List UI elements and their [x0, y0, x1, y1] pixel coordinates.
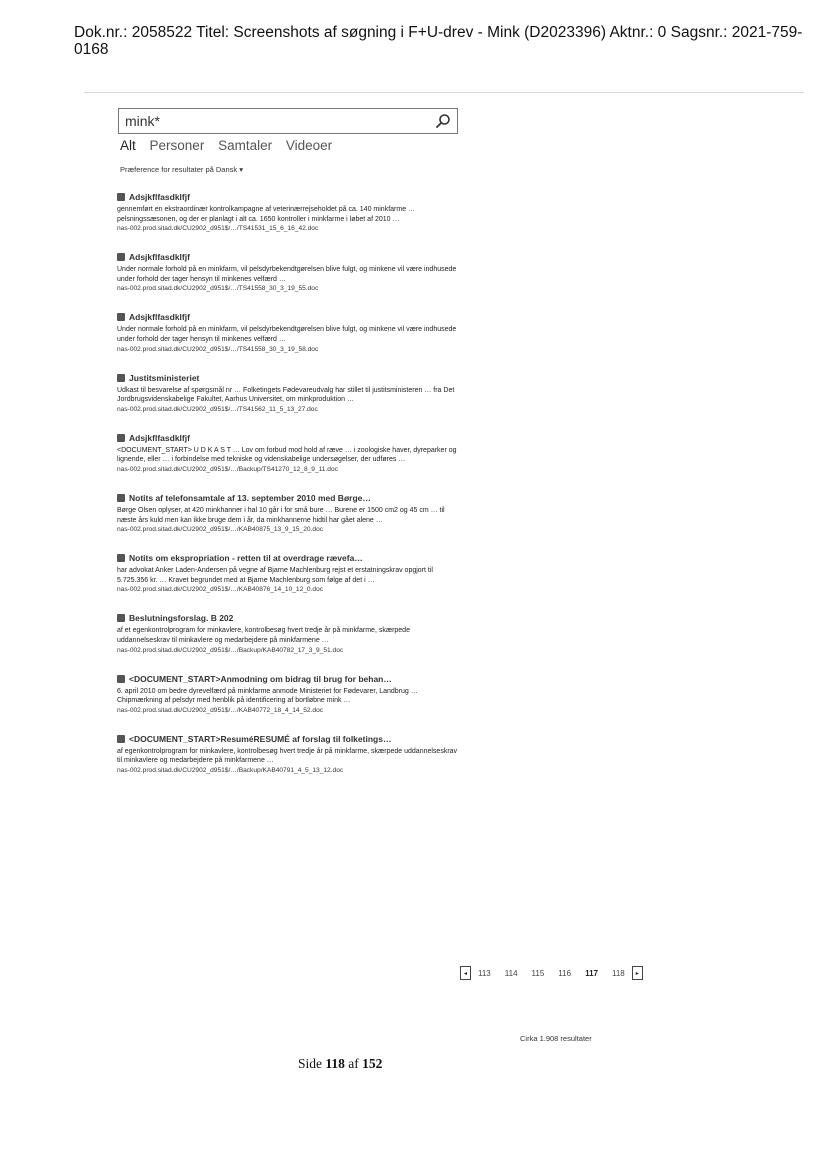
previous-page-button[interactable]: ◂ [460, 966, 471, 980]
document-icon [117, 374, 125, 382]
search-tabs [120, 138, 342, 153]
next-page-button[interactable]: ▸ [632, 966, 643, 980]
result-item [117, 493, 462, 533]
document-icon [117, 434, 125, 442]
current-page: 117 [585, 968, 598, 978]
result-snippet: Udkast til besvarelse af spørgsmål nr … Folketingets Fødevareudvalg har stillet til justitsministeren … fra Det Jordbrugsvidenskabelige Fakultet, Aarhus Universitet, om minkproduktion … [117, 386, 455, 404]
result-title-link[interactable] [117, 312, 462, 322]
result-title: Notits af telefonsamtale af 13. september 2010 med Børge… [129, 492, 371, 503]
pagination [460, 966, 643, 980]
result-item [117, 734, 462, 774]
result-url[interactable]: nas-002.prod.sitad.dk/CU2902_d951$/…/KAB40876_14_10_12_0.doc [117, 586, 324, 594]
result-url[interactable]: nas-002.prod.sitad.dk/CU2902_d951$/…/TS41558_30_3_19_58.doc [117, 345, 319, 353]
document-header: Dok.nr.: 2058522 Titel: Screenshots af søgning i F+U-drev - Mink (D2023396) Aktnr.: 0 Sagsnr.: 2021-759-0168 [74, 24, 803, 58]
result-snippet: gennemført en ekstraordinær kontrolkampagne af veterinærrejseholdet på ca. 140 minkfarme … pelsningssæsonen, og der er planlagt i alt ca. 1650 kontroller i minkfarme i løbet af 2010 … [117, 206, 416, 223]
page-footer [298, 1056, 382, 1072]
result-title: Adsjkflfasdklfjf [129, 432, 190, 443]
result-item [117, 433, 462, 473]
result-url[interactable]: nas-002.prod.sitad.dk/CU2902_d951$/…/TS41562_11_5_13_27.doc [117, 405, 318, 413]
tab-videoer[interactable]: Videoer [285, 138, 333, 153]
tab-alt[interactable]: Alt [120, 138, 136, 153]
search-icon[interactable] [435, 113, 451, 129]
result-title: <DOCUMENT_START>Anmodning om bidrag til brug for behan… [129, 673, 392, 684]
result-url[interactable]: nas-002.prod.sitad.dk/CU2902_d951$/…/TS41531_15_6_16_42.doc [117, 225, 319, 233]
footer-page-total: 152 [362, 1056, 383, 1071]
result-title: <DOCUMENT_START>ResuméRESUMÉ af forslag til folketings… [129, 733, 392, 744]
result-url[interactable]: nas-002.prod.sitad.dk/CU2902_d951$/…/Backup/TS41270_12_8_9_11.doc [117, 465, 338, 473]
result-title-link[interactable] [117, 252, 462, 262]
result-item [117, 553, 462, 593]
result-title-link[interactable] [117, 613, 462, 623]
document-icon [117, 675, 125, 683]
result-url[interactable]: nas-002.prod.sitad.dk/CU2902_d951$/…/KAB40875_13_9_15_20.doc [117, 526, 324, 534]
scan-divider [84, 92, 804, 93]
result-url[interactable]: nas-002.prod.sitad.dk/CU2902_d951$/…/Backup/KAB40791_4_5_13_12.doc [117, 766, 344, 774]
footer-page-number: 118 [325, 1056, 345, 1071]
page-link[interactable]: 113 [478, 968, 491, 978]
document-icon [117, 614, 125, 622]
result-title-link[interactable] [117, 734, 462, 744]
footer-of: af [344, 1056, 363, 1071]
result-snippet: Under normale forhold på en minkfarm, vil pelsdyrbekendtgørelsen blive fulgt, og minkene vil være indhusede under forhold der tager hensyn til minkenes velfærd … [117, 326, 457, 343]
document-icon [117, 313, 125, 321]
document-icon [117, 193, 125, 201]
document-icon [117, 494, 125, 502]
tab-personer[interactable]: Personer [149, 138, 205, 153]
result-snippet: har advokat Anker Laden-Andersen på vegne af Bjarne Machlenburg rejst et erstatningskrav opgjort til 5.725.356 kr. … Kravet begrundet med at Bjarne Machlenburg som følge af det i … [117, 567, 433, 584]
result-item [117, 192, 462, 232]
result-snippet: Under normale forhold på en minkfarm, vil pelsdyrbekendtgørelsen blive fulgt, og minkene vil være indhusede under forhold der tager hensyn til minkenes velfærd … [117, 266, 457, 283]
result-snippet: af et egenkontrolprogram for minkavlere, kontrolbesøg hvert tredje år på minkfarme, skærpede uddannelseskrav til minkavlere og medarbejdere på minkfarmene … [117, 627, 410, 644]
result-count: Cirka 1.908 resultater [520, 1034, 592, 1043]
page-link[interactable]: 116 [558, 968, 572, 978]
result-title-link[interactable] [117, 433, 462, 443]
result-title-link[interactable] [117, 373, 462, 383]
result-snippet: <DOCUMENT_START> U D K A S T … Lov om forbud mod hold af ræve … i zoologiske haver, dyreparker og lignende, eller … i forbindelse med tekniske og videnskabelige undersøgelser, der udføres … [117, 446, 457, 464]
result-title-link[interactable] [117, 192, 462, 202]
page-link[interactable]: 118 [611, 968, 625, 978]
result-title: Beslutningsforslag. B 202 [129, 613, 234, 624]
result-item [117, 312, 462, 352]
document-icon [117, 554, 125, 562]
result-snippet: af egenkontrolprogram for minkavlere, kontrolbesøg hvert tredje år på minkfarme, skærpede uddannelseskrav til minkavlere og medarbejdere på minkfarmene … [117, 747, 458, 765]
result-item [117, 373, 462, 413]
result-title-link[interactable] [117, 493, 462, 503]
result-title: Notits om ekspropriation - retten til at overdrage rævefa… [129, 553, 363, 564]
result-title: Justitsministeriet [129, 372, 200, 383]
result-title: Adsjkflfasdklfjf [129, 252, 190, 263]
footer-prefix: Side [298, 1056, 326, 1071]
document-icon [117, 253, 125, 261]
result-url[interactable]: nas-002.prod.sitad.dk/CU2902_d951$/…/KAB40772_18_4_14_52.doc [117, 706, 324, 714]
search-input[interactable] [125, 111, 425, 131]
search-box[interactable] [118, 108, 458, 134]
result-url[interactable]: nas-002.prod.sitad.dk/CU2902_d951$/…/TS41558_30_3_19_55.doc [117, 285, 319, 293]
page-link[interactable]: 115 [531, 968, 545, 978]
result-title-link[interactable] [117, 674, 462, 684]
language-preference-dropdown[interactable]: Præference for resultater på Dansk ▾ [120, 165, 243, 174]
result-item [117, 674, 462, 714]
results-list [117, 192, 462, 794]
document-icon [117, 735, 125, 743]
result-url[interactable]: nas-002.prod.sitad.dk/CU2902_d951$/…/Backup/KAB40782_17_3_9_51.doc [117, 646, 344, 654]
result-title: Adsjkflfasdklfjf [129, 312, 190, 323]
result-item [117, 613, 462, 653]
result-snippet: Børge Olsen oplyser, at 420 minkhanner i hal 10 går i for små bure … Burene er 1500 cm2 og 45 cm … til næste års kuld men kan ikke bruge dem i år, da minkhannerne hidtil har gået alene … [117, 506, 445, 524]
result-snippet: 6. april 2010 om bedre dyrevelfærd på minkfarme anmode Ministeriet for Fødevarer, Landbrug … Chipmærkning af pelsdyr med henblik på identificering af bortløbne mink … [117, 687, 418, 705]
result-title-link[interactable] [117, 553, 462, 563]
result-title: Adsjkflfasdklfjf [129, 192, 190, 202]
result-item [117, 252, 462, 292]
page-link[interactable]: 114 [504, 968, 518, 978]
tab-samtaler[interactable]: Samtaler [218, 138, 273, 153]
